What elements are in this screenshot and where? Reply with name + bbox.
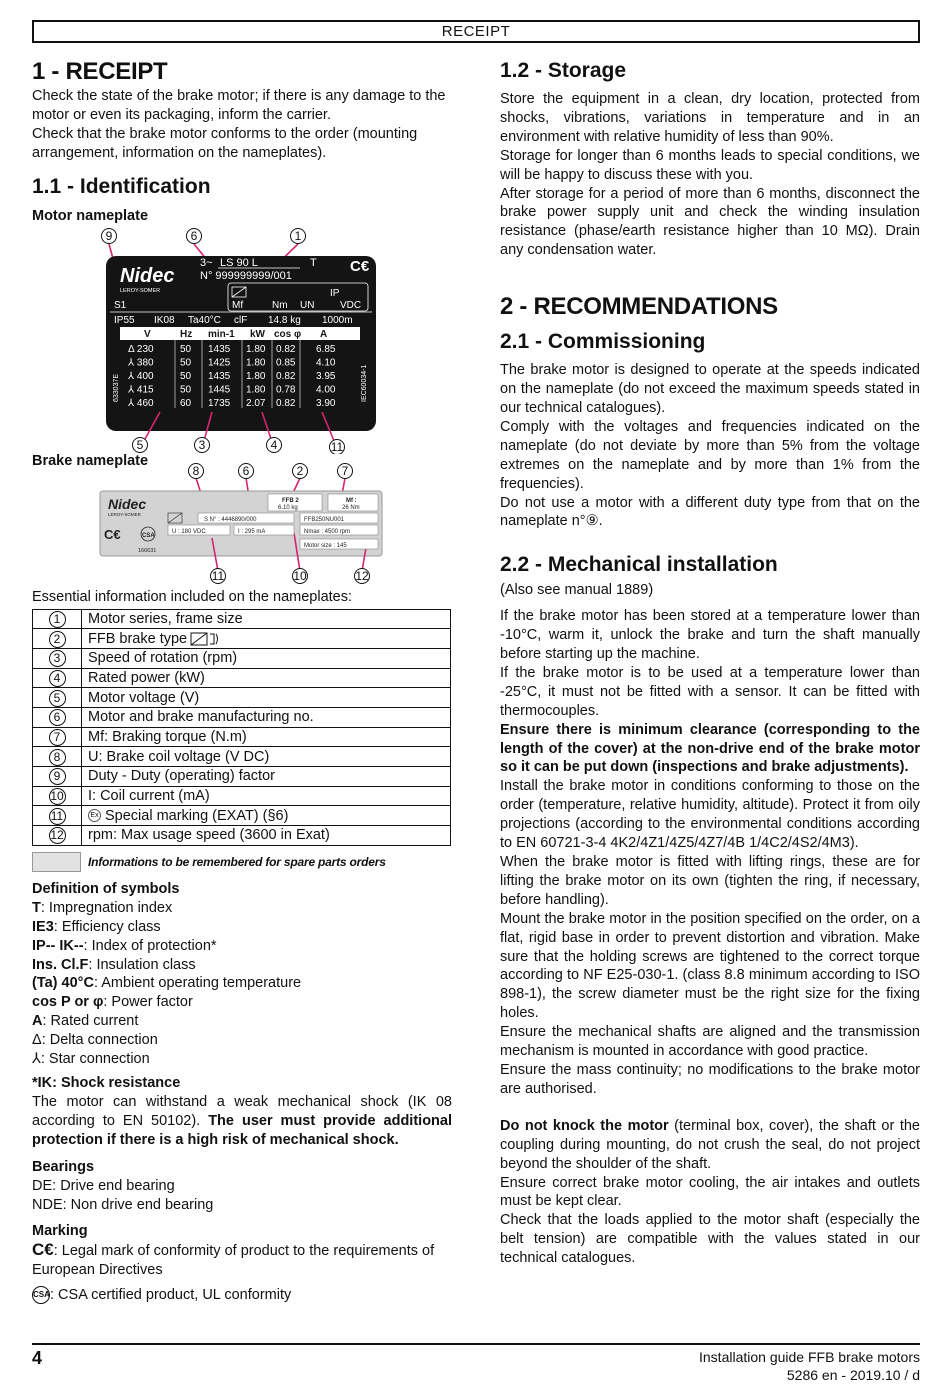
ex-mark-icon: Ex <box>88 809 101 822</box>
callout-4: 4 <box>270 437 278 452</box>
motor-plate-cell: 0.78 <box>276 384 296 396</box>
definition-symbol: IE3 <box>32 918 54 935</box>
definition-desc: : Insulation class <box>88 956 196 973</box>
svg-text:T: T <box>310 256 317 269</box>
brake-callout-10: 10 <box>293 568 307 583</box>
svg-text:LS 90 L: LS 90 L <box>220 256 258 269</box>
callout-5: 5 <box>136 437 144 452</box>
svg-text:clF: clF <box>234 314 248 326</box>
section-receipt-title: 1 - RECEIPT <box>32 58 168 85</box>
plate-brand-sub: LEROY-SOMER <box>120 287 161 294</box>
motor-nameplate-figure <box>32 226 452 454</box>
svg-text:IP: IP <box>330 287 340 299</box>
legend-row <box>32 852 452 872</box>
callout-1: 1 <box>294 228 302 243</box>
motor-plate-cell: 2.07 <box>246 397 266 409</box>
info-number: 12 <box>50 828 64 843</box>
definition-symbol: IP-- IK-- <box>32 937 84 954</box>
motor-plate-cell: 4.00 <box>316 384 336 396</box>
svg-text:I : 295 mA: I : 295 mA <box>238 528 266 535</box>
ce-mark-icon: C€ <box>32 1240 54 1260</box>
mechanical-paragraph: If the brake motor is to be used at a temperature lower than -25°C, it must not be fitted with a sensor. It can be fitted with thermocouples. <box>500 664 920 719</box>
motor-plate-cell: 1445 <box>208 384 231 396</box>
brake-nameplate-figure <box>32 463 452 585</box>
bearing-nde: NDE: Non drive end bearing <box>32 1196 214 1213</box>
definition-symbol: ⅄ <box>32 1051 41 1068</box>
info-number: 9 <box>49 768 66 785</box>
info-row <box>33 806 451 826</box>
info-number: 6 <box>49 709 66 726</box>
motor-plate-cell: 50 <box>180 357 192 369</box>
info-text: Motor voltage (V) <box>88 689 200 706</box>
definition-item <box>32 974 452 993</box>
definition-symbol: Ins. Cl.F <box>32 956 89 973</box>
info-row <box>33 629 451 649</box>
motor-plate-cell: Δ 230 <box>128 343 154 355</box>
info-row <box>33 727 451 747</box>
info-table <box>32 609 451 846</box>
info-number: 11 <box>49 808 66 825</box>
commissioning-paragraph: The brake motor is designed to operate at the speeds indicated on the nameplate (do not exceed the maximum speeds stated in our technical catalogues). <box>500 362 920 416</box>
definition-item <box>32 1050 452 1069</box>
definition-item <box>32 993 452 1012</box>
definition-desc: : Delta connection <box>41 1032 158 1049</box>
info-row <box>33 707 451 727</box>
info-text: Motor series, frame size <box>88 610 243 627</box>
definition-item <box>32 1031 452 1050</box>
info-text: Rated power (kW) <box>88 669 205 686</box>
essential-intro: Essential information included on the nameplates: <box>32 588 352 605</box>
info-text: rpm: Max usage speed (3600 in Exat) <box>88 827 330 844</box>
definition-desc: : Efficiency class <box>53 918 161 935</box>
svg-text:cos φ: cos φ <box>274 328 302 340</box>
motor-plate-cell: ⅄ 400 <box>128 370 154 382</box>
definition-item <box>32 918 452 937</box>
info-number: 10 <box>50 789 64 804</box>
info-number: 7 <box>49 729 66 746</box>
definitions-list <box>32 899 452 1069</box>
left-column <box>32 57 452 1305</box>
mechanical-paragraph: Ensure the mechanical shafts are aligned and the transmission mechanism is mounted in accordance with good practice. <box>500 1024 920 1060</box>
svg-text:Hz: Hz <box>180 328 193 340</box>
motor-plate-cell: 6.85 <box>316 343 336 355</box>
info-row <box>33 688 451 708</box>
brake-symbol-icon <box>187 631 220 647</box>
motor-plate-cell: ⅄ 415 <box>128 384 154 396</box>
footer-doc-title: Installation guide FFB brake motors <box>699 1349 920 1365</box>
bearings-title: Bearings <box>32 1158 95 1175</box>
svg-text:Ta40°C: Ta40°C <box>188 314 221 326</box>
motor-plate-cell: 1.80 <box>246 370 266 382</box>
svg-text:V: V <box>144 328 151 340</box>
definition-symbol: Δ <box>32 1032 42 1049</box>
svg-text:UN: UN <box>300 299 315 311</box>
brake-callout-6: 6 <box>242 463 250 478</box>
svg-text:CSA: CSA <box>142 532 155 539</box>
plate-brand: Nidec <box>120 264 175 287</box>
svg-text:IK08: IK08 <box>154 314 175 326</box>
brake-callout-12: 12 <box>355 568 369 583</box>
info-number: 1 <box>49 611 66 628</box>
svg-text:IP55: IP55 <box>114 314 135 326</box>
svg-text:LEROY-SOMER: LEROY-SOMER <box>108 511 141 517</box>
mechanical-paragraph: Check that the loads applied to the motor shaft (especially the belt tension) are compatible with the values stated in our technical catalogues. <box>500 1212 920 1267</box>
mechanical-paragraph: Ensure the mass continuity; no modifications to the brake motor are authorised. <box>500 1061 920 1097</box>
motor-plate-cell: 50 <box>180 370 192 382</box>
info-number: 8 <box>49 749 66 766</box>
info-number: 2 <box>49 631 66 648</box>
callout-6: 6 <box>190 228 198 243</box>
motor-nameplate-label: Motor nameplate <box>32 207 149 224</box>
definition-item <box>32 937 452 956</box>
page-number: 4 <box>32 1348 43 1368</box>
motor-plate-cell: 50 <box>180 384 192 396</box>
marking-ce: C€: Legal mark of conformity of product to the requirements of European Directives <box>32 1240 435 1279</box>
definition-desc: : Ambient operating temperature <box>93 975 302 992</box>
svg-text:Nmax : 4500 rpm: Nmax : 4500 rpm <box>304 528 351 535</box>
csa-mark-icon: CSA <box>32 1286 50 1304</box>
definition-desc: : Index of protection* <box>83 937 217 954</box>
info-number: 3 <box>49 650 66 667</box>
definition-item <box>32 1012 452 1031</box>
motor-plate-cell: 1435 <box>208 343 231 355</box>
brake-nameplate-label: Brake nameplate <box>32 452 149 469</box>
marking-csa: CSA: CSA certified product, UL conformity <box>33 1287 292 1304</box>
svg-text:14.8 kg: 14.8 kg <box>268 314 301 326</box>
motor-plate-cell: 0.85 <box>276 357 296 369</box>
footer-doc-ref: 5286 en - 2019.10 / d <box>786 1367 920 1383</box>
svg-text:S1: S1 <box>114 299 127 311</box>
svg-text:Motor size : 145: Motor size : 145 <box>304 542 347 549</box>
svg-text:Mf :: Mf : <box>346 497 357 504</box>
brake-callout-11: 11 <box>211 568 225 583</box>
info-row <box>33 609 451 629</box>
commissioning-paragraph: Do not use a motor with a different duty type from that on the nameplate n°⑨. <box>500 494 920 530</box>
motor-plate-cell: 3.90 <box>316 397 336 409</box>
section-identification-title: 1.1 - Identification <box>32 174 211 198</box>
motor-plate-cell: 1435 <box>208 370 231 382</box>
mechanical-clearance-warning: Ensure there is minimum clearance (corresponding to the length of the cover) at the non-drive end of the brake motor so it can be put down (inspections and brake adjustments). <box>500 721 920 776</box>
callout-9: 9 <box>105 228 113 243</box>
plate-serial: N° 999999999/001 <box>200 269 292 282</box>
motor-plate-cell: 1.80 <box>246 384 266 396</box>
definition-symbol: A <box>32 1013 43 1030</box>
legend-text: Informations to be remembered for spare parts orders <box>88 854 386 869</box>
callout-3: 3 <box>198 437 206 452</box>
svg-text:kW: kW <box>250 328 265 340</box>
section-mechanical-title: 2.2 - Mechanical installation <box>500 553 778 577</box>
info-text: FFB brake type <box>88 630 188 647</box>
motor-plate-cell: 1425 <box>208 357 231 369</box>
info-row <box>33 668 451 688</box>
definition-symbol: (Ta) 40°C <box>32 975 94 992</box>
svg-text:FFB 2: FFB 2 <box>282 497 299 504</box>
motor-plate-cell: 4.10 <box>316 357 336 369</box>
definitions-title: Definition of symbols <box>32 880 180 897</box>
motor-plate-cell: 3.95 <box>316 370 336 382</box>
info-number: 4 <box>49 670 66 687</box>
motor-plate-cell: ⅄ 460 <box>128 397 154 409</box>
svg-text:Nm: Nm <box>272 299 288 311</box>
motor-plate-cell: 1.80 <box>246 357 266 369</box>
brake-callout-8: 8 <box>192 463 200 478</box>
info-text: Speed of rotation (rpm) <box>88 650 238 667</box>
knock-paragraph: Do not knock the motor (terminal box, cover), the shaft or the coupling during mounting, do not crush the seal, do not project beyond the shoulder of the shaft. <box>500 1117 920 1172</box>
svg-text:S N° : 4446890/000: S N° : 4446890/000 <box>204 516 257 523</box>
definition-desc: : Power factor <box>103 994 193 1011</box>
definition-desc: : Impregnation index <box>40 899 173 916</box>
svg-text:min-1: min-1 <box>208 328 235 340</box>
info-number: 5 <box>49 690 66 707</box>
info-row <box>33 786 451 806</box>
info-text: Duty - Duty (operating) factor <box>88 768 275 785</box>
storage-paragraph: Storage for longer than 6 months leads to special conditions, we will be happy to discuss these with you. <box>500 147 920 183</box>
mechanical-paragraph: When the brake motor is fitted with lifting rings, these are for lifting the brake motor on its own (tighten the ring, if necessary, before handling). <box>500 854 920 908</box>
definition-item <box>32 899 452 918</box>
definition-symbol: cos P or φ <box>32 994 104 1011</box>
brake-nameplate-svg <box>32 463 452 585</box>
mechanical-also: (Also see manual 1889) <box>500 582 654 599</box>
bearing-de: DE: Drive end bearing <box>32 1177 175 1194</box>
info-text: U: Brake coil voltage (V DC) <box>88 748 270 765</box>
definition-symbol: T <box>32 899 41 916</box>
section-storage-title: 1.2 - Storage <box>500 59 627 82</box>
svg-text:U : 180 VDC: U : 180 VDC <box>172 528 206 535</box>
info-row <box>33 826 451 846</box>
ik-paragraph: The motor can withstand a weak mechanical shock (IK 08 according to EN 50102). The user must provide additional protection if there is a high risk of mechanical shock. <box>32 1093 452 1148</box>
motor-plate-cell: 60 <box>180 397 192 409</box>
svg-text:A: A <box>320 328 328 340</box>
definition-item <box>32 956 452 975</box>
info-text: Special marking (EXAT) (§6) <box>105 807 289 824</box>
info-row <box>33 747 451 767</box>
info-row <box>33 767 451 787</box>
svg-text:Nidec: Nidec <box>108 495 147 512</box>
svg-text:VDC: VDC <box>340 299 362 311</box>
mechanical-paragraph: Install the brake motor in conditions conforming to those on the order (temperature, relative humidity, altitude). Protect it from oily projections (according to the environmental conditions according to EN 60721-3-4 4K2/4Z1/4Z5/4Z7/4B 1/4C2/4S2/4M3). <box>500 778 920 852</box>
motor-plate-cell: 0.82 <box>276 343 296 355</box>
storage-paragraph: Store the equipment in a clean, dry location, protected from shocks, vibrations, variations in temperature and in an environment with relative humidity of less than 90%. <box>500 91 920 145</box>
info-text: I: Coil current (mA) <box>88 788 210 805</box>
definition-desc: : Rated current <box>42 1013 139 1030</box>
motor-plate-cell: 50 <box>180 343 192 355</box>
svg-text:3~: 3~ <box>200 256 213 269</box>
mechanical-paragraph: Mount the brake motor in the position specified on the order, on a flat, rigid base in order to prevent distortion and vibration. Make sure that the holding screws are tightened to the correct torque according to NF E25-030-1. (class 8.8 minimum according to ISO 898-1), the screw diameter must be the right size for the fixing holes. <box>500 910 920 1022</box>
callout-11: 11 <box>330 439 344 454</box>
marking-title: Marking <box>32 1223 88 1240</box>
svg-text:633037E: 633037E <box>113 373 120 402</box>
ce-mark-icon: C€ <box>350 257 370 275</box>
receipt-paragraph: Check the state of the brake motor; if there is any damage to the motor or even its packaging, inform the carrier. <box>32 88 446 123</box>
receipt-paragraph: Check that the brake motor conforms to the order (mounting arrangement, information on the nameplates). <box>32 125 418 161</box>
storage-paragraph: After storage for a period of more than 6 months, disconnect the brake power supply unit and check the winding insulation resistance (phase/earth resistance higher than 10 MΩ). Drain any condensation water. <box>500 185 920 259</box>
commissioning-paragraph: Comply with the voltages and frequencies indicated on the nameplate (do not deviate by more than 5% from the voltage extremes on the nameplate and by more than 1% from the frequencies). <box>500 418 920 492</box>
section-recommendations-title: 2 - RECOMMENDATIONS <box>500 293 778 321</box>
motor-plate-cell: 0.82 <box>276 370 296 382</box>
footer-doc-info <box>699 1348 920 1384</box>
info-text: Motor and brake manufacturing no. <box>88 709 314 726</box>
mechanical-paragraph: If the brake motor has been stored at a temperature lower than -10°C, warm it, unlock the brake and turn the shaft manually before starting up the machine. <box>500 608 920 663</box>
footer-rule <box>32 1343 920 1345</box>
info-row <box>33 648 451 668</box>
svg-text:IEC60034-1: IEC60034-1 <box>361 364 368 402</box>
svg-text:Mf: Mf <box>232 299 244 311</box>
brake-callout-7: 7 <box>341 463 349 478</box>
motor-plate-cell: 1.80 <box>246 343 266 355</box>
ik-title: *IK: Shock resistance <box>32 1074 181 1091</box>
section-commissioning-title: 2.1 - Commissioning <box>500 330 706 354</box>
brake-callout-2: 2 <box>296 463 304 478</box>
svg-text:FFB250NU001: FFB250NU001 <box>304 516 345 523</box>
motor-plate-cell: 0.82 <box>276 397 296 409</box>
svg-text:166631: 166631 <box>138 547 157 554</box>
motor-plate-cell: ⅄ 380 <box>128 357 154 369</box>
mechanical-paragraph: Ensure correct brake motor cooling, the air intakes and outlets must be kept clear. <box>500 1174 920 1210</box>
brake-ce-icon: C€ <box>104 526 121 542</box>
svg-text:6.10 kg: 6.10 kg <box>278 504 298 511</box>
svg-text:26 Nm: 26 Nm <box>342 504 360 511</box>
page-header: RECEIPT <box>32 20 920 43</box>
right-column <box>500 57 920 1268</box>
svg-text:1000m: 1000m <box>322 314 353 326</box>
definition-desc: : Star connection <box>40 1051 150 1068</box>
legend-swatch <box>32 852 81 872</box>
motor-nameplate-svg <box>32 226 452 454</box>
info-text: Mf: Braking torque (N.m) <box>88 729 247 745</box>
motor-plate-cell: 1735 <box>208 397 231 409</box>
